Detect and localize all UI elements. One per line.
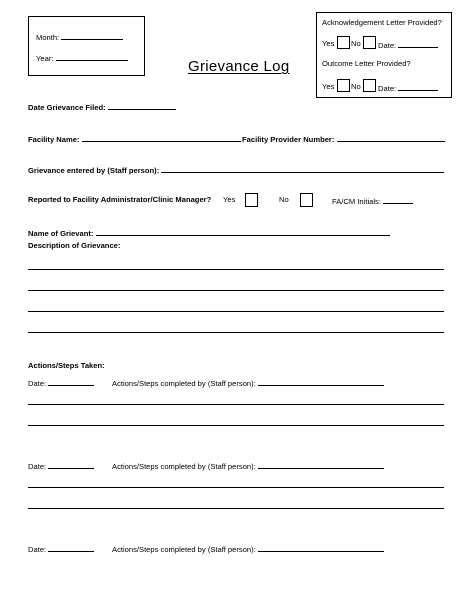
- ack-yes-checkbox[interactable]: [337, 36, 350, 49]
- reported-no-label: No: [279, 195, 289, 204]
- facm-initials-field[interactable]: [332, 195, 413, 206]
- ack-yes-label: Yes: [322, 39, 335, 48]
- year-label: Year:: [36, 54, 54, 63]
- action-1-staff-label: Actions/Steps completed by (Staff person):: [112, 379, 256, 388]
- action-1-staff-field[interactable]: [112, 377, 384, 388]
- reported-yes-label: Yes: [223, 195, 236, 204]
- ack-date-field[interactable]: [378, 39, 438, 50]
- entered-by-label: Grievance entered by (Staff person):: [28, 166, 160, 175]
- ack-no-label: No: [351, 39, 361, 48]
- facility-name-label: Facility Name:: [28, 135, 80, 144]
- action-3-date-line[interactable]: [48, 543, 94, 552]
- action-1-staff-line[interactable]: [258, 377, 384, 386]
- action-3-date-field[interactable]: [28, 543, 94, 554]
- action-1-date-field[interactable]: [28, 377, 94, 388]
- provider-number-label: Facility Provider Number:: [242, 135, 335, 144]
- outcome-no-label: No: [351, 82, 361, 91]
- description-line-4[interactable]: [28, 332, 444, 333]
- ack-date-line[interactable]: [398, 39, 438, 48]
- action-1-line-1[interactable]: [28, 404, 444, 405]
- month-year-box: [28, 16, 145, 76]
- facm-initials-label: FA/CM Initials:: [332, 197, 381, 206]
- action-3-staff-line[interactable]: [258, 543, 384, 552]
- letters-box: [316, 12, 452, 98]
- month-label: Month:: [36, 33, 60, 42]
- grievant-name-line[interactable]: [96, 227, 390, 236]
- action-2-staff-line[interactable]: [258, 460, 384, 469]
- provider-number-field[interactable]: [242, 133, 445, 144]
- action-1-date-label: Date:: [28, 379, 47, 388]
- action-1-date-line[interactable]: [48, 377, 94, 386]
- entered-by-line[interactable]: [161, 164, 444, 173]
- description-line-3[interactable]: [28, 311, 444, 312]
- ack-date-label: Date:: [378, 41, 397, 50]
- facm-initials-line[interactable]: [383, 195, 413, 204]
- date-filed-field[interactable]: [28, 101, 176, 112]
- reported-no-checkbox[interactable]: [300, 193, 313, 207]
- ack-letter-label: Acknowledgement Letter Provided?: [322, 18, 442, 27]
- action-3-staff-label: Actions/Steps completed by (Staff person):: [112, 545, 256, 554]
- outcome-no-checkbox[interactable]: [363, 79, 376, 92]
- description-label: Description of Grievance:: [28, 241, 121, 250]
- date-filed-label: Date Grievance Filed:: [28, 103, 106, 112]
- reported-question: Reported to Facility Administrator/Clinic Manager?: [28, 195, 212, 204]
- month-input-line[interactable]: [61, 31, 123, 40]
- action-3-date-label: Date:: [28, 545, 47, 554]
- year-input-line[interactable]: [56, 52, 128, 61]
- outcome-letter-label: Outcome Letter Provided?: [322, 59, 411, 68]
- outcome-date-field[interactable]: [378, 82, 438, 93]
- actions-heading: Actions/Steps Taken:: [28, 361, 105, 370]
- description-line-1[interactable]: [28, 269, 444, 270]
- outcome-yes-checkbox[interactable]: [337, 79, 350, 92]
- facility-name-field[interactable]: [28, 133, 241, 144]
- entered-by-field[interactable]: [28, 164, 444, 175]
- date-filed-line[interactable]: [108, 101, 176, 110]
- year-field[interactable]: [36, 52, 128, 63]
- action-2-staff-field[interactable]: [112, 460, 384, 471]
- action-2-line-2[interactable]: [28, 508, 444, 509]
- outcome-yes-label: Yes: [322, 82, 335, 91]
- grievant-name-field[interactable]: [28, 227, 390, 238]
- page-title: Grievance Log: [188, 58, 290, 75]
- facility-name-line[interactable]: [82, 133, 241, 142]
- action-2-date-field[interactable]: [28, 460, 94, 471]
- action-1-line-2[interactable]: [28, 425, 444, 426]
- action-2-date-label: Date:: [28, 462, 47, 471]
- grievant-name-label: Name of Grievant:: [28, 229, 94, 238]
- ack-no-checkbox[interactable]: [363, 36, 376, 49]
- provider-number-line[interactable]: [337, 133, 445, 142]
- action-2-staff-label: Actions/Steps completed by (Staff person):: [112, 462, 256, 471]
- action-3-staff-field[interactable]: [112, 543, 384, 554]
- description-line-2[interactable]: [28, 290, 444, 291]
- month-field[interactable]: [36, 31, 123, 42]
- reported-yes-checkbox[interactable]: [245, 193, 258, 207]
- action-2-date-line[interactable]: [48, 460, 94, 469]
- outcome-date-line[interactable]: [398, 82, 438, 91]
- outcome-date-label: Date:: [378, 84, 397, 93]
- action-2-line-1[interactable]: [28, 487, 444, 488]
